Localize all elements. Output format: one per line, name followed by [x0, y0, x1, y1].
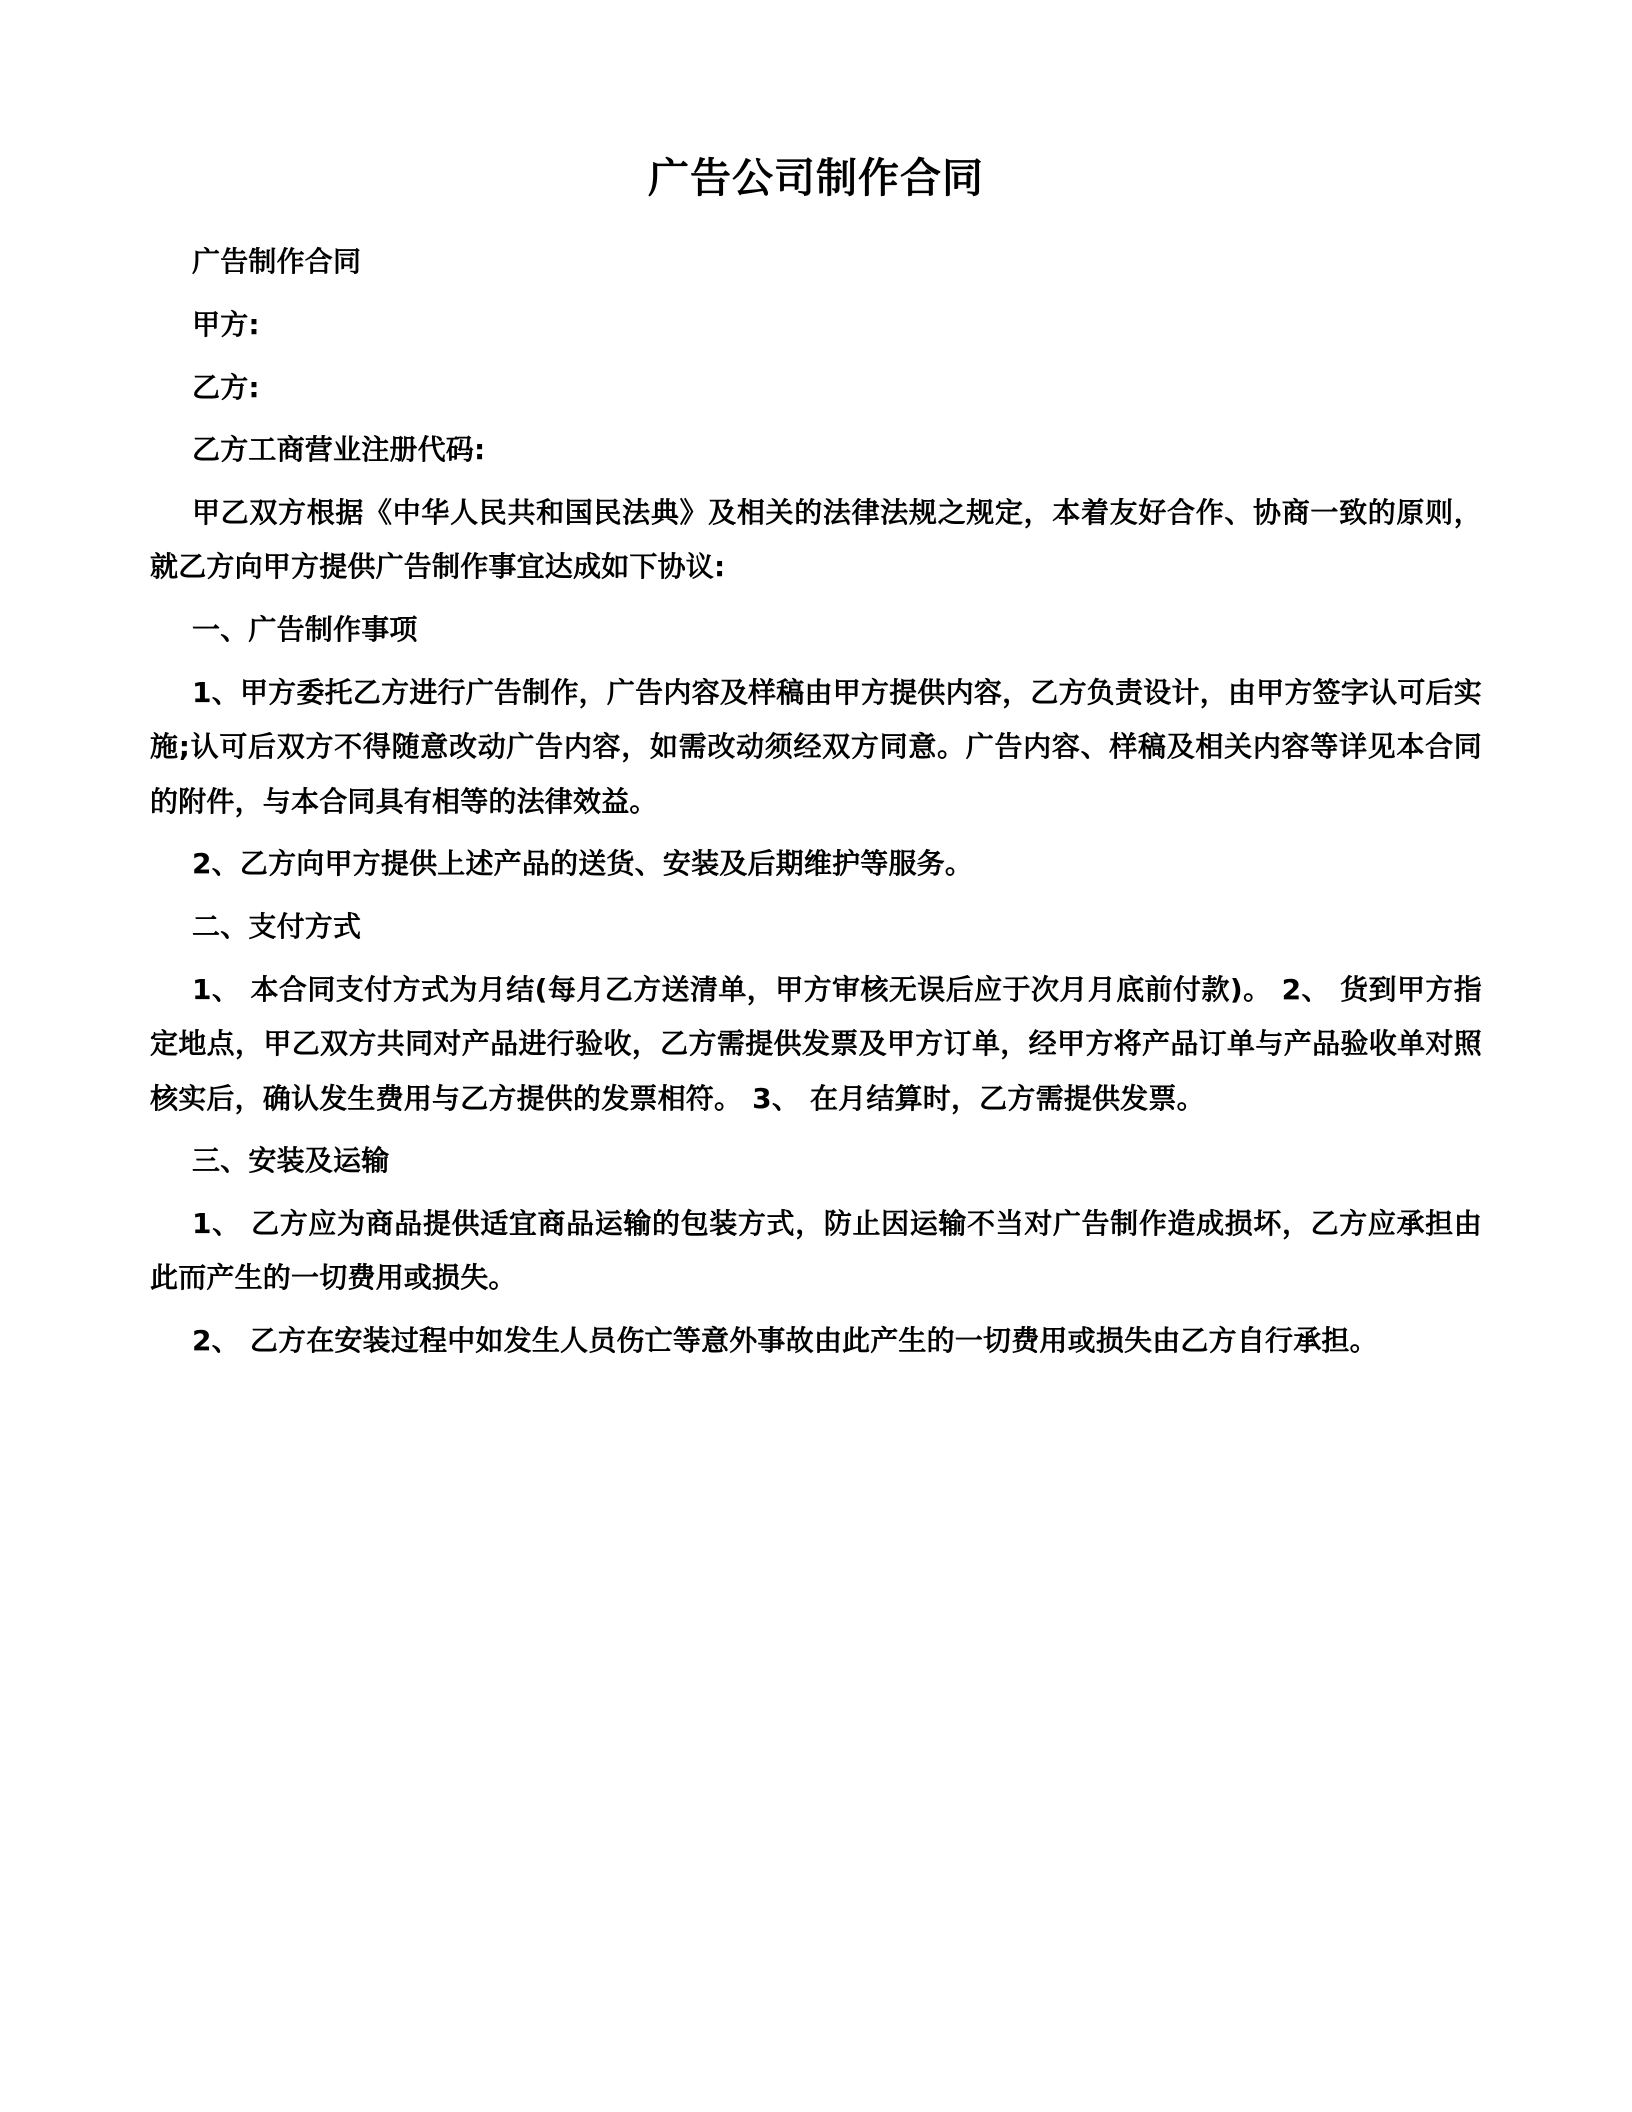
paragraph-section-3-item-2: 2、 乙方在安装过程中如发生人员伤亡等意外事故由此产生的一切费用或损失由乙方自行承担。	[192, 1324, 1378, 1358]
paragraph-section-3-item-1: 1、 乙方应为商品提供适宜商品运输的包装方式，防止因运输不当对广告制作造成损坏，乙方应承担由此而产生的一切费用或损失。	[150, 1206, 1482, 1295]
paragraph-section-1-item-2: 2、乙方向甲方提供上述产品的送货、安装及后期维护等服务。	[192, 847, 974, 881]
paragraph-subtitle: 广告制作合同	[192, 245, 362, 279]
paragraph-section-1-item-1: 1、甲方委托乙方进行广告制作，广告内容及样稿由甲方提供内容，乙方负责设计，由甲方签字认可后实施;认可后双方不得随意改动广告内容，如需改动须经双方同意。广告内容、样稿及相关内容等详见本合同的附件，与本合同具有相等的法律效益。	[150, 675, 1482, 818]
paragraph-party-b-reg-code: 乙方工商营业注册代码:	[192, 433, 486, 467]
heading-section-2: 二、支付方式	[192, 909, 362, 943]
page-title: 广告公司制作合同	[648, 154, 984, 202]
paragraph-party-a: 甲方:	[192, 307, 260, 341]
paragraph-preamble: 甲乙双方根据《中华人民共和国民法典》及相关的法律法规之规定，本着友好合作、协商一致的原则，就乙方向甲方提供广告制作事宜达成如下协议:	[150, 495, 1482, 584]
paragraph-party-b: 乙方:	[192, 370, 260, 404]
paragraph-section-2-item-1: 1、 本合同支付方式为月结(每月乙方送清单，甲方审核无误后应于次月月底前付款)。 2、 货到甲方指定地点，甲乙双方共同对产品进行验收，乙方需提供发票及甲方订单，经甲方将产品订单与产品验收单对照核实后，确认发生费用与乙方提供的发票相符。 3、 在月结算时，乙方需提供发票。	[150, 972, 1482, 1115]
heading-section-3: 三、安装及运输	[192, 1144, 390, 1178]
heading-section-1: 一、广告制作事项	[192, 612, 418, 646]
